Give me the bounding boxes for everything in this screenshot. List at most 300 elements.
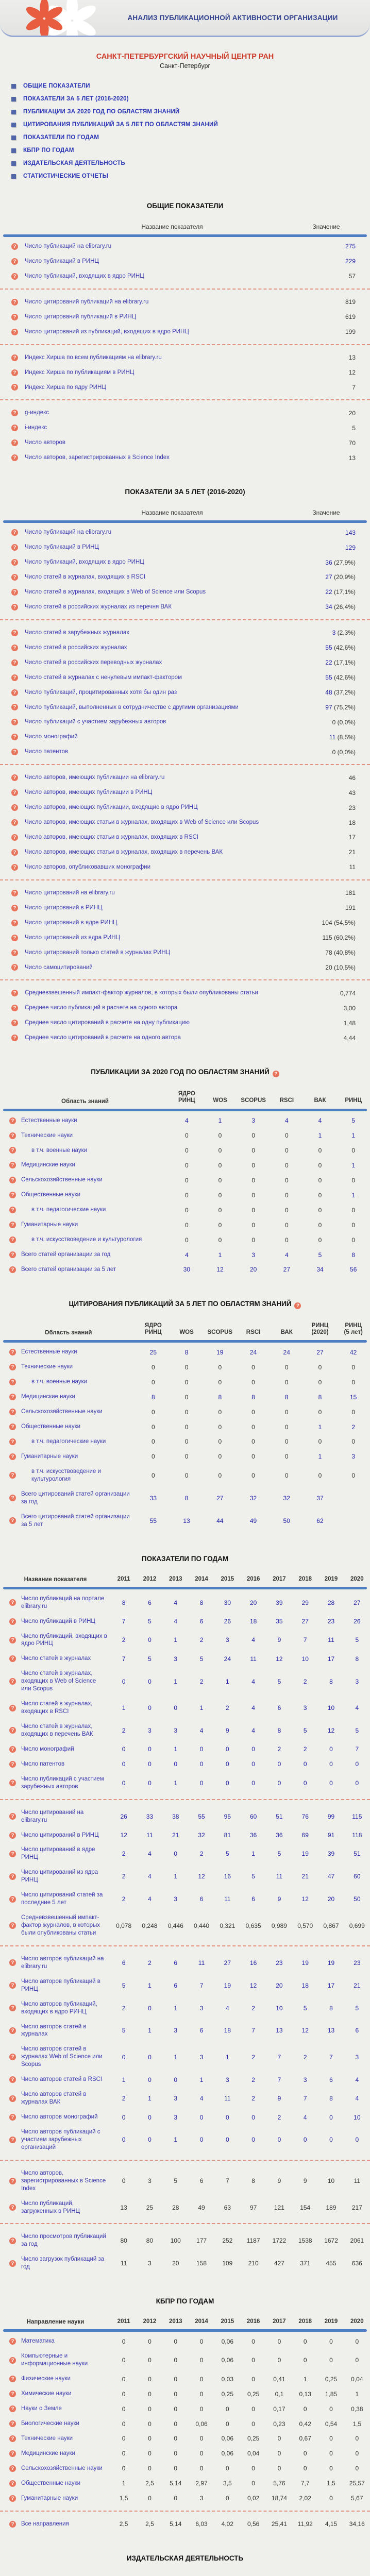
matrix-cell-value[interactable]: 29 — [301, 1599, 309, 1606]
matrix-cell-value[interactable]: 0 — [148, 1677, 152, 1685]
help-icon[interactable]: ? — [9, 1364, 16, 1370]
matrix-cell-value[interactable]: 2 — [122, 2004, 126, 2012]
matrix-row-label[interactable]: Науки о Земле — [21, 2405, 62, 2412]
help-icon[interactable]: ? — [9, 1251, 16, 1258]
matrix-cell[interactable] — [266, 2054, 292, 2061]
matrix-cell-value[interactable]: 1 — [174, 1677, 178, 1685]
matrix-cell[interactable] — [344, 2114, 370, 2121]
help-icon[interactable]: ? — [11, 719, 18, 725]
matrix-cell-value[interactable]: 11 — [224, 2095, 231, 2103]
matrix-row-label[interactable]: Число авторов публикаций в РИНЦ — [21, 1978, 100, 1992]
matrix-cell[interactable] — [163, 1678, 189, 1685]
matrix-cell[interactable] — [344, 1704, 370, 1711]
matrix-cell-value[interactable]: 9 — [225, 1726, 229, 1734]
matrix-cell-value[interactable]: 5 — [355, 1636, 359, 1644]
matrix-cell[interactable] — [266, 1780, 292, 1787]
matrix-cell-value[interactable]: 7 — [199, 1981, 204, 1989]
help-icon[interactable]: ? — [294, 1302, 301, 1309]
matrix-row-label[interactable]: Число патентов — [21, 1760, 65, 1767]
matrix-cell[interactable] — [170, 1495, 204, 1502]
matrix-cell[interactable] — [163, 1727, 189, 1734]
matrix-cell-value[interactable]: 5 — [303, 1726, 307, 1734]
indicator-label[interactable]: Число цитирований в РИНЦ — [25, 904, 103, 911]
help-icon[interactable]: ? — [9, 1394, 16, 1400]
matrix-cell-value[interactable]: 37 — [316, 1494, 324, 1502]
help-icon[interactable]: ? — [9, 1379, 16, 1385]
matrix-cell[interactable] — [189, 1813, 214, 1820]
matrix-cell[interactable] — [344, 1636, 370, 1643]
indicator-value-number[interactable]: 229 — [345, 258, 356, 265]
matrix-cell[interactable] — [318, 2027, 344, 2034]
matrix-cell-value[interactable]: 39 — [276, 1599, 283, 1606]
help-icon[interactable]: ? — [9, 1177, 16, 1183]
matrix-cell[interactable] — [137, 2054, 162, 2061]
matrix-cell-value[interactable]: 1 — [225, 2053, 229, 2061]
help-icon[interactable]: ? — [11, 1035, 18, 1041]
matrix-cell-value[interactable]: 81 — [224, 1832, 231, 1839]
matrix-cell[interactable] — [163, 1813, 189, 1820]
indicator-label[interactable]: Число публикаций в РИНЦ — [25, 258, 99, 264]
matrix-cell-value[interactable]: 5 — [225, 1850, 229, 1858]
matrix-cell[interactable] — [270, 1495, 304, 1502]
help-icon[interactable]: ? — [9, 1832, 16, 1839]
matrix-cell[interactable] — [111, 2095, 137, 2102]
matrix-cell[interactable] — [189, 1704, 214, 1711]
matrix-cell[interactable] — [344, 1873, 370, 1880]
indicator-value-number[interactable]: 36 — [325, 558, 332, 566]
matrix-cell-value[interactable]: 5 — [199, 1655, 204, 1663]
indicator-label[interactable]: Среднее число цитирований в расчете на одного автора — [25, 1035, 181, 1041]
help-icon[interactable]: ? — [11, 849, 18, 856]
matrix-cell[interactable] — [137, 1850, 162, 1857]
help-icon[interactable]: ? — [9, 1727, 16, 1734]
indicator-label[interactable]: Число патентов — [25, 749, 69, 755]
matrix-cell-value[interactable]: 28 — [327, 1599, 335, 1606]
matrix-cell-value[interactable]: 76 — [301, 1812, 309, 1820]
matrix-cell-value[interactable]: 5 — [122, 1981, 126, 1989]
matrix-cell[interactable] — [214, 1813, 240, 1820]
matrix-cell[interactable] — [214, 1727, 240, 1734]
matrix-cell[interactable] — [292, 1599, 318, 1606]
help-icon[interactable]: ? — [9, 1192, 16, 1198]
matrix-cell[interactable] — [240, 1727, 266, 1734]
help-icon[interactable]: ? — [9, 2357, 16, 2364]
matrix-cell-value[interactable]: 30 — [224, 1599, 231, 1606]
matrix-cell-value[interactable]: 26 — [224, 1618, 231, 1625]
help-icon[interactable]: ? — [11, 890, 18, 896]
help-icon[interactable]: ? — [9, 2450, 16, 2457]
help-icon[interactable]: ? — [273, 1071, 279, 1077]
matrix-cell-value[interactable]: 0 — [251, 2113, 255, 2121]
matrix-cell[interactable] — [111, 1832, 137, 1839]
help-icon[interactable]: ? — [9, 2076, 16, 2083]
help-icon[interactable]: ? — [11, 425, 18, 431]
matrix-cell-value[interactable]: 99 — [327, 1812, 335, 1820]
matrix-cell-value[interactable]: 0 — [277, 2136, 281, 2144]
matrix-cell[interactable] — [189, 1599, 214, 1606]
matrix-cell[interactable] — [266, 1873, 292, 1880]
matrix-cell-value[interactable]: 3 — [174, 1655, 178, 1663]
matrix-cell-value[interactable]: 4 — [148, 1850, 152, 1858]
matrix-row-label[interactable]: Медицинские науки — [21, 1394, 75, 1400]
matrix-cell[interactable] — [111, 2136, 137, 2143]
matrix-cell-value[interactable]: 2 — [122, 1873, 126, 1880]
matrix-cell[interactable] — [292, 2136, 318, 2143]
matrix-cell-value[interactable]: 2 — [251, 2004, 255, 2012]
indicator-label[interactable]: Число статей в журналах, входящих в Web of Science или Scopus — [25, 588, 206, 595]
matrix-cell[interactable] — [292, 1895, 318, 1903]
help-icon[interactable]: ? — [9, 1117, 16, 1124]
matrix-cell-value[interactable]: 0 — [199, 2113, 204, 2121]
matrix-cell[interactable] — [292, 1678, 318, 1685]
matrix-cell[interactable] — [240, 1813, 266, 1820]
matrix-cell[interactable] — [163, 1599, 189, 1606]
help-icon[interactable]: ? — [11, 704, 18, 710]
matrix-cell-value[interactable]: 0 — [148, 1636, 152, 1644]
matrix-cell-value[interactable]: 0 — [225, 2113, 229, 2121]
matrix-cell-value[interactable]: 1 — [199, 1704, 204, 1712]
matrix-cell[interactable] — [304, 1517, 337, 1524]
matrix-cell[interactable] — [137, 2005, 162, 2012]
indicator-value[interactable] — [293, 674, 370, 681]
matrix-cell[interactable] — [266, 2136, 292, 2143]
matrix-cell[interactable] — [292, 1618, 318, 1625]
matrix-cell[interactable] — [240, 1850, 266, 1857]
matrix-cell-value[interactable]: 3 — [148, 1726, 152, 1734]
matrix-cell[interactable] — [137, 1780, 162, 1787]
matrix-cell[interactable] — [270, 1517, 304, 1524]
indicator-value-number[interactable]: 97 — [325, 703, 332, 711]
matrix-cell-value[interactable]: 3 — [355, 2053, 359, 2061]
matrix-cell-value[interactable]: 20 — [250, 1266, 257, 1274]
matrix-cell[interactable] — [266, 1832, 292, 1839]
matrix-cell-value[interactable]: 4 — [174, 1618, 178, 1625]
matrix-cell-value[interactable]: 1 — [122, 1704, 126, 1712]
matrix-row-label[interactable]: Математика — [21, 2338, 55, 2345]
matrix-cell-value[interactable]: 1 — [218, 1117, 222, 1125]
matrix-cell-value[interactable]: 0 — [148, 2076, 152, 2083]
help-icon[interactable]: ? — [11, 804, 18, 811]
indicator-label[interactable]: Число цитирований из публикаций, входящих в ядро РИНЦ — [25, 328, 189, 335]
matrix-cell-value[interactable]: 91 — [327, 1832, 335, 1839]
matrix-cell[interactable] — [344, 1727, 370, 1734]
matrix-cell-value[interactable]: 0 — [148, 1779, 152, 1787]
matrix-cell-value[interactable]: 0 — [277, 1779, 281, 1787]
matrix-cell[interactable] — [137, 1636, 162, 1643]
matrix-cell-value[interactable]: 6 — [251, 1895, 255, 1903]
matrix-cell-value[interactable]: 1 — [318, 1132, 322, 1140]
matrix-cell-value[interactable]: 4 — [148, 1873, 152, 1880]
matrix-cell[interactable] — [304, 1453, 337, 1460]
matrix-cell[interactable] — [237, 1266, 270, 1273]
matrix-cell-value[interactable]: 8 — [284, 1393, 289, 1401]
help-icon[interactable]: ? — [11, 439, 18, 446]
help-icon[interactable]: ? — [9, 2435, 16, 2442]
help-icon[interactable]: ? — [11, 369, 18, 376]
matrix-cell[interactable] — [137, 1813, 162, 1820]
matrix-cell-value[interactable]: 1 — [122, 2076, 126, 2083]
matrix-cell-value[interactable]: 11 — [146, 1832, 153, 1839]
matrix-cell-value[interactable]: 0 — [329, 2136, 333, 2144]
help-icon[interactable]: ? — [9, 1495, 16, 1501]
matrix-cell[interactable] — [304, 1132, 337, 1139]
help-icon[interactable]: ? — [9, 1162, 16, 1168]
matrix-row-label[interactable]: в т.ч. военные науки — [31, 1379, 88, 1385]
matrix-cell[interactable] — [163, 2136, 189, 2143]
matrix-cell-value[interactable]: 8 — [152, 1393, 155, 1401]
matrix-cell[interactable] — [137, 2027, 162, 2034]
indicator-value[interactable] — [293, 603, 370, 611]
matrix-cell[interactable] — [137, 1599, 162, 1606]
matrix-row-label[interactable]: Общественные науки — [21, 1423, 81, 1430]
matrix-cell-value[interactable]: 24 — [249, 1348, 257, 1356]
matrix-cell[interactable] — [344, 2136, 370, 2143]
indicator-label[interactable]: i-индекс — [25, 425, 47, 431]
indicator-label[interactable]: Число монографий — [25, 734, 78, 740]
matrix-cell[interactable] — [292, 1636, 318, 1643]
matrix-cell[interactable] — [214, 2027, 240, 2034]
matrix-cell[interactable] — [266, 1745, 292, 1753]
help-icon[interactable]: ? — [11, 258, 18, 265]
help-icon[interactable]: ? — [9, 1982, 16, 1989]
matrix-cell-value[interactable]: 7 — [251, 2027, 255, 2035]
help-icon[interactable]: ? — [9, 2260, 16, 2267]
matrix-cell[interactable] — [337, 1453, 370, 1460]
matrix-cell[interactable] — [137, 1517, 170, 1524]
matrix-cell[interactable] — [292, 2005, 318, 2012]
matrix-cell[interactable] — [189, 1832, 214, 1839]
indicator-label[interactable]: Число авторов, имеющих статьи в журналах, входящих в перечень ВАК — [25, 849, 223, 855]
matrix-cell[interactable] — [214, 1832, 240, 1839]
matrix-cell[interactable] — [163, 1895, 189, 1903]
matrix-cell-value[interactable]: 33 — [146, 1812, 154, 1820]
matrix-cell[interactable] — [292, 1780, 318, 1787]
matrix-cell-value[interactable]: 8 — [251, 1393, 255, 1401]
matrix-cell[interactable] — [163, 2095, 189, 2102]
matrix-cell-value[interactable]: 16 — [224, 1873, 231, 1880]
matrix-cell-value[interactable]: 4 — [251, 1677, 255, 1685]
help-icon[interactable]: ? — [9, 1409, 16, 1415]
matrix-cell[interactable] — [189, 2076, 214, 2083]
matrix-cell-value[interactable]: 47 — [327, 1873, 335, 1880]
matrix-cell[interactable] — [237, 1495, 270, 1502]
matrix-cell-value[interactable]: 3 — [355, 1677, 359, 1685]
help-icon[interactable]: ? — [11, 990, 18, 996]
matrix-cell[interactable] — [240, 1618, 266, 1625]
matrix-cell-value[interactable]: 44 — [216, 1517, 224, 1524]
matrix-cell[interactable] — [240, 1895, 266, 1903]
indicator-label[interactable]: Среднее число публикаций в расчете на одного автора — [25, 1005, 178, 1011]
matrix-cell-value[interactable]: 13 — [276, 2027, 283, 2035]
matrix-row-label[interactable]: Число авторов публикаций с участием зарубежных организаций — [21, 2128, 100, 2150]
matrix-cell[interactable] — [344, 1982, 370, 1989]
help-icon[interactable]: ? — [11, 819, 18, 826]
matrix-cell-value[interactable]: 5 — [277, 1677, 281, 1685]
matrix-cell-value[interactable]: 6 — [148, 1599, 152, 1606]
matrix-cell-value[interactable]: 39 — [327, 1850, 335, 1858]
matrix-cell-value[interactable]: 17 — [327, 1655, 335, 1663]
matrix-cell-value[interactable]: 4 — [285, 1251, 289, 1259]
matrix-cell[interactable] — [240, 2005, 266, 2012]
matrix-cell[interactable] — [189, 1873, 214, 1880]
matrix-cell-value[interactable]: 8 — [184, 1348, 189, 1356]
matrix-cell-value[interactable]: 0 — [148, 1704, 152, 1712]
matrix-cell-value[interactable]: 5 — [355, 2004, 359, 2012]
matrix-cell-value[interactable]: 12 — [120, 1832, 127, 1839]
matrix-row-label[interactable]: в т.ч. педагогические науки — [31, 1438, 106, 1445]
matrix-cell[interactable] — [266, 1678, 292, 1685]
matrix-cell[interactable] — [292, 1959, 318, 1967]
matrix-cell-value[interactable]: 27 — [224, 1959, 231, 1967]
indicator-value-number[interactable]: 22 — [325, 588, 332, 596]
matrix-cell-value[interactable]: 2 — [251, 2053, 255, 2061]
matrix-row-label[interactable]: в т.ч. искусствоведение и культурология — [31, 1468, 101, 1482]
help-icon[interactable]: ? — [11, 574, 18, 581]
matrix-row-label[interactable]: Сельскохозяйственные науки — [21, 1177, 103, 1183]
matrix-cell-value[interactable]: 2 — [199, 1636, 204, 1644]
matrix-cell[interactable] — [304, 1423, 337, 1431]
matrix-cell[interactable] — [203, 1517, 237, 1524]
matrix-cell-value[interactable]: 5 — [303, 2004, 307, 2012]
matrix-cell-value[interactable]: 8 — [122, 1599, 126, 1606]
matrix-cell-value[interactable]: 2 — [303, 2053, 307, 2061]
matrix-cell-value[interactable]: 4 — [355, 2095, 359, 2103]
matrix-cell[interactable] — [111, 1704, 137, 1711]
matrix-cell[interactable] — [189, 2054, 214, 2061]
matrix-row-label[interactable]: Число статей в журналах — [21, 1655, 91, 1662]
matrix-cell-value[interactable]: 2 — [148, 1959, 152, 1967]
matrix-cell[interactable] — [203, 1394, 237, 1401]
matrix-cell[interactable] — [111, 1982, 137, 1989]
matrix-cell[interactable] — [237, 1517, 270, 1524]
matrix-cell-value[interactable]: 12 — [327, 1726, 335, 1734]
matrix-cell-value[interactable]: 9 — [277, 2095, 281, 2103]
matrix-cell-value[interactable]: 3 — [174, 1895, 178, 1903]
menu-item-2[interactable] — [11, 96, 370, 102]
matrix-cell-value[interactable]: 5 — [277, 1850, 281, 1858]
matrix-cell-value[interactable]: 2 — [122, 1636, 126, 1644]
matrix-cell[interactable] — [344, 2027, 370, 2034]
matrix-cell-value[interactable]: 4 — [225, 2004, 229, 2012]
matrix-cell[interactable] — [318, 2054, 344, 2061]
matrix-cell[interactable] — [318, 1704, 344, 1711]
matrix-cell[interactable] — [337, 1423, 370, 1431]
matrix-row-label[interactable]: Число авторов публикаций на elibrary.ru — [21, 1955, 104, 1970]
matrix-cell[interactable] — [292, 1655, 318, 1663]
help-icon[interactable]: ? — [9, 1472, 16, 1479]
matrix-cell-value[interactable]: 0 — [122, 1760, 126, 1768]
matrix-cell[interactable] — [292, 2114, 318, 2121]
indicator-label[interactable]: Среднее число цитирований в расчете на одну публикацию — [25, 1020, 190, 1026]
matrix-cell[interactable] — [337, 1192, 370, 1199]
matrix-row-label[interactable]: Число авторов, зарегистрированных в Science Index — [21, 2170, 106, 2192]
matrix-row-label[interactable]: Все направления — [21, 2520, 69, 2527]
matrix-cell[interactable] — [111, 1873, 137, 1880]
help-icon[interactable]: ? — [9, 1746, 16, 1753]
matrix-cell-value[interactable]: 27 — [216, 1494, 224, 1502]
matrix-cell[interactable] — [318, 1599, 344, 1606]
matrix-cell-value[interactable]: 62 — [316, 1517, 324, 1524]
matrix-cell[interactable] — [214, 1959, 240, 1967]
matrix-cell-value[interactable]: 1 — [351, 1161, 356, 1169]
matrix-cell[interactable] — [344, 1895, 370, 1903]
matrix-cell-value[interactable]: 3 — [174, 1726, 178, 1734]
matrix-cell-value[interactable]: 20 — [327, 1895, 335, 1903]
menu-item-1[interactable] — [11, 83, 370, 89]
help-icon[interactable]: ? — [9, 2204, 16, 2211]
matrix-cell-value[interactable]: 3 — [251, 1117, 256, 1125]
matrix-cell-value[interactable]: 8 — [329, 2004, 333, 2012]
matrix-row-label[interactable]: в т.ч. искусствоведение и культурология — [31, 1236, 142, 1243]
help-icon[interactable]: ? — [11, 410, 18, 416]
matrix-cell-value[interactable]: 8 — [329, 1677, 333, 1685]
indicator-label[interactable]: Число авторов, зарегистрированных в Science Index — [25, 454, 170, 461]
matrix-cell[interactable] — [240, 1873, 266, 1880]
help-icon[interactable]: ? — [11, 354, 18, 361]
matrix-cell-value[interactable]: 11 — [198, 1959, 205, 1967]
matrix-cell[interactable] — [111, 1655, 137, 1663]
matrix-cell[interactable] — [111, 1618, 137, 1625]
matrix-cell-value[interactable]: 4 — [251, 1636, 255, 1644]
matrix-cell-value[interactable]: 0 — [122, 1779, 126, 1787]
help-icon[interactable]: ? — [9, 1813, 16, 1820]
matrix-cell-value[interactable]: 2 — [122, 1895, 126, 1903]
matrix-cell[interactable] — [137, 1745, 162, 1753]
indicator-value[interactable] — [293, 573, 370, 581]
matrix-row-label[interactable]: Число цитирований в ядре РИНЦ — [21, 1846, 95, 1861]
help-icon[interactable]: ? — [9, 1761, 16, 1768]
matrix-cell[interactable] — [214, 2054, 240, 2061]
matrix-cell[interactable] — [189, 2027, 214, 2034]
matrix-cell-value[interactable]: 0 — [148, 2113, 152, 2121]
help-icon[interactable]: ? — [9, 1959, 16, 1966]
menu-item-3[interactable] — [11, 109, 370, 115]
matrix-cell[interactable] — [240, 1704, 266, 1711]
matrix-cell-value[interactable]: 1 — [199, 2076, 204, 2083]
matrix-cell[interactable] — [137, 1959, 162, 1967]
matrix-cell[interactable] — [214, 2136, 240, 2143]
matrix-cell-value[interactable]: 21 — [172, 1832, 179, 1839]
matrix-cell[interactable] — [240, 2027, 266, 2034]
help-icon[interactable]: ? — [9, 1705, 16, 1711]
indicator-label[interactable]: Число авторов, имеющих статьи в журналах, входящих в Web of Science или Scopus — [25, 819, 259, 826]
matrix-cell[interactable] — [318, 1655, 344, 1663]
matrix-cell-value[interactable]: 4 — [355, 1704, 359, 1712]
matrix-cell-value[interactable]: 0 — [148, 2053, 152, 2061]
indicator-label[interactable]: Число цитирований публикаций в РИНЦ — [25, 313, 137, 320]
matrix-cell-value[interactable]: 4 — [174, 1599, 178, 1606]
matrix-cell-value[interactable]: 50 — [283, 1517, 290, 1524]
matrix-cell[interactable] — [137, 1832, 162, 1839]
indicator-label[interactable]: Число публикаций, входящих в ядро РИНЦ — [25, 559, 144, 566]
matrix-cell-value[interactable]: 8 — [218, 1393, 222, 1401]
matrix-cell-value[interactable]: 3 — [251, 1251, 256, 1259]
matrix-row-label[interactable]: Число авторов статей в журналах — [21, 2023, 87, 2038]
matrix-cell-value[interactable]: 3 — [174, 2027, 178, 2035]
indicator-label[interactable]: Индекс Хирша по публикациям в РИНЦ — [25, 369, 134, 376]
help-icon[interactable]: ? — [11, 314, 18, 320]
help-icon[interactable]: ? — [11, 454, 18, 461]
matrix-cell[interactable] — [163, 1873, 189, 1880]
help-icon[interactable]: ? — [11, 645, 18, 651]
matrix-row-label[interactable]: Число авторов монографий — [21, 2114, 98, 2121]
matrix-cell[interactable] — [189, 2114, 214, 2121]
matrix-cell[interactable] — [344, 1745, 370, 1753]
help-icon[interactable]: ? — [9, 1236, 16, 1243]
matrix-cell[interactable] — [318, 1727, 344, 1734]
matrix-cell-value[interactable]: 4 — [184, 1251, 189, 1259]
matrix-cell[interactable] — [344, 2076, 370, 2083]
